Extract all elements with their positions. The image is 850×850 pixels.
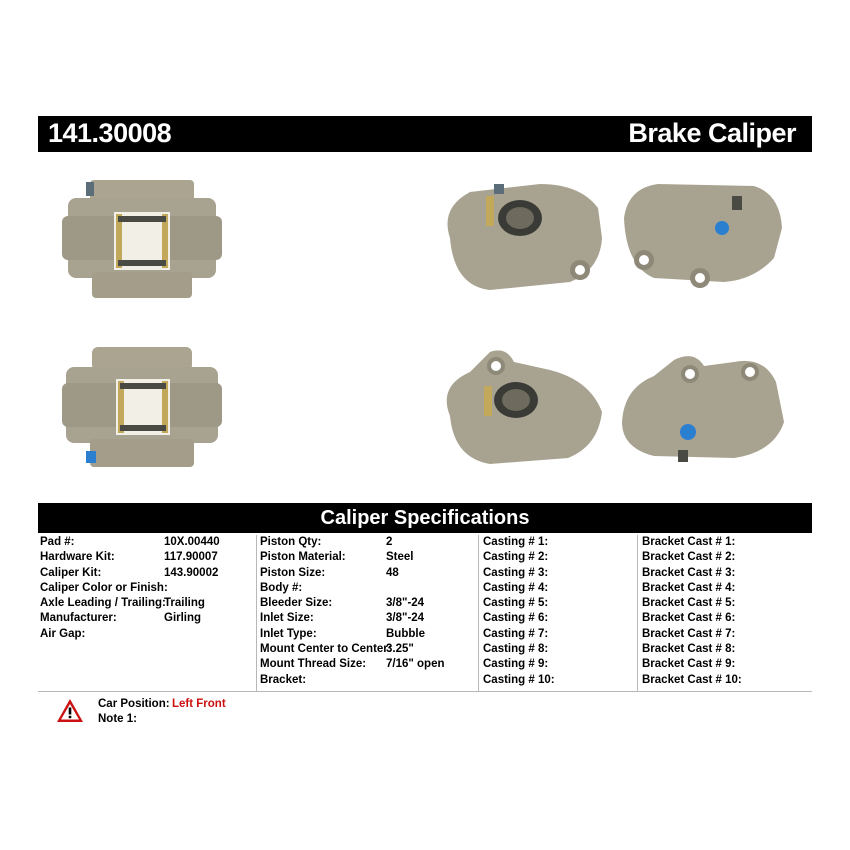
spec-row-casting-8 [483, 642, 633, 657]
spec-row-casting-2 [483, 550, 633, 565]
spec-label: Body #: [260, 581, 303, 594]
spec-column-1 [40, 535, 255, 642]
spec-value: 3.25" [386, 643, 414, 656]
column-divider [637, 535, 638, 691]
spec-label: Bracket Cast # 7: [642, 627, 736, 640]
spec-value: 10X.00440 [164, 536, 220, 548]
spec-label: Piston Size: [260, 566, 326, 579]
spec-value: 48 [386, 566, 399, 579]
warning-triangle-icon [56, 698, 84, 728]
spec-label: Piston Material: [260, 551, 346, 564]
spec-row-axle [40, 596, 255, 611]
spec-row-mount-center [260, 642, 475, 657]
spec-value: 3/8"-24 [386, 597, 425, 610]
spec-row-hardware-kit [40, 550, 255, 565]
caliper-top-view-1 [62, 176, 222, 306]
spec-row-bracket-cast-9 [642, 657, 812, 672]
header-bar [38, 116, 812, 152]
spec-label: Mount Center to Center: [260, 643, 392, 656]
spec-label: Inlet Type: [260, 627, 317, 640]
spec-label: Casting # 6: [483, 612, 549, 625]
spec-label: Manufacturer: [40, 612, 117, 625]
spec-value: 143.90002 [164, 566, 219, 579]
caliper-top-view-2 [62, 343, 222, 473]
spec-row-bracket-cast-4 [642, 581, 812, 596]
spec-label: Casting # 7: [483, 627, 549, 640]
spec-value: 117.90007 [164, 551, 218, 564]
spec-value: Bubble [386, 627, 425, 640]
caliper-back-view-1 [614, 178, 790, 298]
spec-label: Bracket Cast # 10: [642, 673, 742, 686]
spec-label: Bracket: [260, 673, 307, 686]
spec-label: Bracket Cast # 6: [642, 612, 736, 625]
spec-row-bracket-cast-6 [642, 611, 812, 626]
spec-label: Bracket Cast # 5: [642, 597, 736, 610]
spec-label: Air Gap: [40, 627, 86, 640]
spec-label: Bracket Cast # 3: [642, 566, 736, 579]
spec-label: Hardware Kit: [40, 551, 115, 564]
spec-row-color-finish [40, 581, 255, 596]
part-type: Brake Caliper [628, 118, 796, 148]
spec-value: 2 [386, 536, 393, 548]
spec-label: Bracket Cast # 1: [642, 536, 736, 548]
spec-label: Casting # 10: [483, 673, 555, 686]
spec-column-2 [260, 535, 475, 688]
spec-label: Casting # 2: [483, 551, 549, 564]
spec-row-pad [40, 535, 255, 550]
spec-label: Piston Qty: [260, 536, 322, 548]
spec-label: Caliper Color or Finish: [40, 581, 168, 594]
spec-row-piston-size [260, 566, 475, 581]
spec-value: 3/8"-24 [386, 612, 425, 625]
spec-column-bracket-cast [642, 535, 812, 688]
spec-row-piston-qty [260, 535, 475, 550]
spec-label: Inlet Size: [260, 612, 314, 625]
spec-label: Casting # 1: [483, 536, 549, 548]
spec-row-casting-7 [483, 627, 633, 642]
spec-label: Casting # 9: [483, 658, 549, 671]
spec-label: Pad #: [40, 536, 75, 548]
spec-row-bracket-cast-5 [642, 596, 812, 611]
spec-row-piston-material [260, 550, 475, 565]
notes-divider [38, 691, 812, 692]
car-position-value: Left Front [172, 698, 226, 710]
spec-row-casting-5 [483, 596, 633, 611]
caliper-back-view-2 [614, 352, 790, 472]
specifications-title: Caliper Specifications [320, 507, 530, 529]
spec-row-casting-10 [483, 673, 633, 688]
spec-value: 7/16" open [386, 658, 445, 671]
spec-label: Mount Thread Size: [260, 658, 367, 671]
spec-label: Casting # 8: [483, 643, 549, 656]
spec-label: Axle Leading / Trailing: [40, 597, 166, 610]
spec-row-inlet-type [260, 627, 475, 642]
spec-label: Bracket Cast # 4: [642, 581, 736, 594]
spec-row-bleeder-size [260, 596, 475, 611]
spec-value: Girling [164, 612, 202, 625]
spec-row-bracket-cast-3 [642, 566, 812, 581]
column-divider [478, 535, 479, 691]
specifications-bar [38, 503, 812, 533]
spec-row-body [260, 581, 475, 596]
spec-row-manufacturer [40, 611, 255, 626]
spec-row-air-gap [40, 627, 255, 642]
spec-label: Casting # 3: [483, 566, 549, 579]
spec-row-bracket-cast-1 [642, 535, 812, 550]
spec-row-inlet-size [260, 611, 475, 626]
spec-label: Caliper Kit: [40, 566, 102, 579]
spec-row-casting-1 [483, 535, 633, 550]
spec-label: Bleeder Size: [260, 597, 333, 610]
spec-row-casting-4 [483, 581, 633, 596]
spec-value: Steel [386, 551, 414, 564]
spec-row-casting-3 [483, 566, 633, 581]
caliper-angle-view-1 [430, 178, 606, 298]
spec-label: Casting # 4: [483, 581, 549, 594]
part-number: 141.30008 [48, 118, 172, 148]
spec-row-bracket-cast-10 [642, 673, 812, 688]
spec-row-caliper-kit [40, 566, 255, 581]
caliper-angle-view-2 [430, 346, 606, 476]
car-position-label: Car Position: [98, 698, 170, 710]
spec-row-mount-thread [260, 657, 475, 672]
column-divider [256, 535, 257, 691]
spec-label: Casting # 5: [483, 597, 549, 610]
spec-column-casting [483, 535, 633, 688]
spec-label: Bracket Cast # 8: [642, 643, 736, 656]
spec-row-bracket-cast-8 [642, 642, 812, 657]
spec-row-bracket-cast-7 [642, 627, 812, 642]
spec-value: Trailing [164, 597, 205, 610]
spec-row-casting-6 [483, 611, 633, 626]
spec-row-casting-9 [483, 657, 633, 672]
spec-row-bracket [260, 673, 475, 688]
spec-label: Bracket Cast # 9: [642, 658, 736, 671]
spec-label: Bracket Cast # 2: [642, 551, 736, 564]
note1-label: Note 1: [98, 712, 137, 725]
spec-row-bracket-cast-2 [642, 550, 812, 565]
